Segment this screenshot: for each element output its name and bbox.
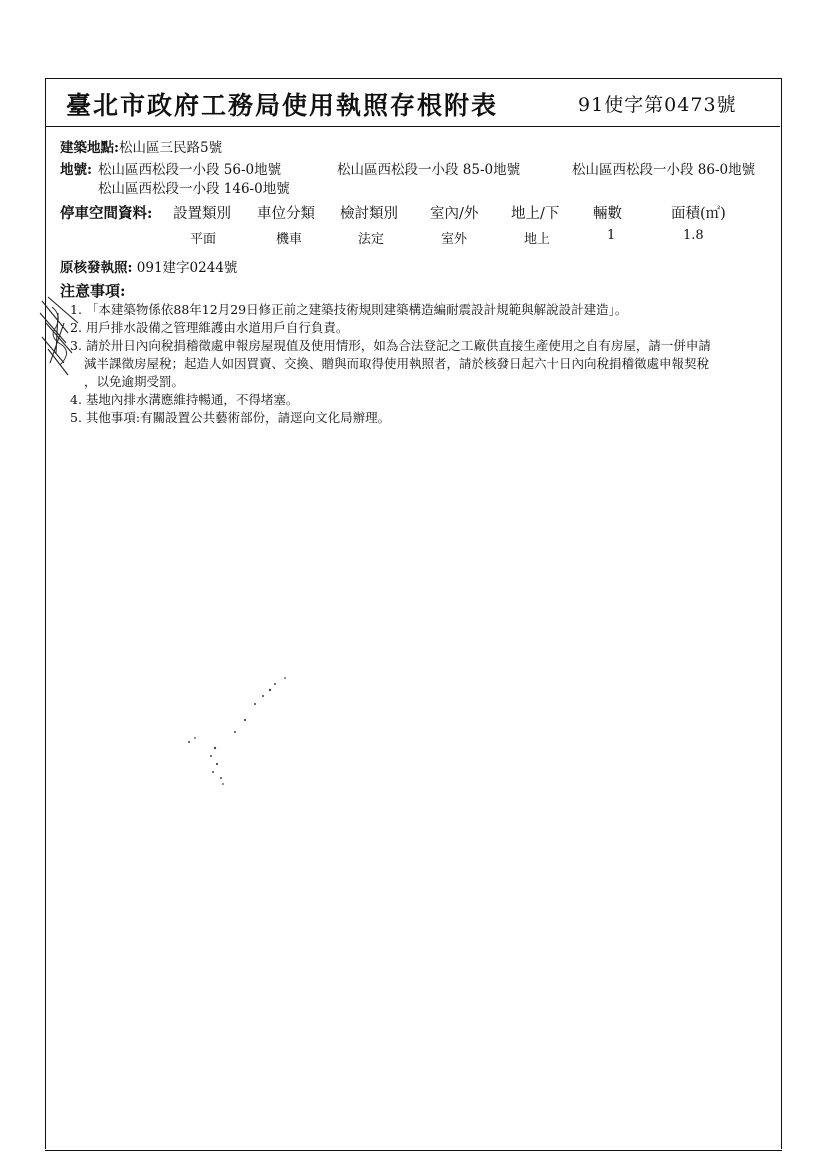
parking-column-header: 輛數: [593, 206, 622, 222]
note-item: 1. 「本建築物係依88年12月29日修正前之建築技術規則建築構造編耐震設計規範與解說設計建造」。: [70, 302, 628, 317]
parking-column-header: 車位分類: [257, 206, 315, 222]
scan-speckle: [175, 660, 315, 800]
notes-title: 注意事項:: [60, 282, 126, 300]
parking-cell: 室外: [441, 232, 468, 247]
original-license-value: 091建字0244號: [136, 260, 238, 276]
parking-column-header: 面積(㎡): [671, 206, 726, 222]
lot-item: 松山區西松段一小段 86-0地號: [572, 162, 756, 178]
parking-header-row: [0, 202, 840, 222]
parking-cell: 地上: [524, 232, 551, 247]
lot-item: 松山區西松段一小段 85-0地號: [337, 162, 521, 178]
parking-label: 停車空間資料:: [60, 205, 153, 222]
note-item: 5. 其他事項:有關設置公共藝術部份，請逕向文化局辦理。: [70, 410, 391, 425]
parking-column-header: 檢討類別: [340, 206, 398, 222]
parking-column-header: 設置類別: [173, 206, 231, 222]
lot-item: 松山區西松段一小段 56-0地號: [98, 162, 282, 178]
parking-cell: 1: [607, 228, 616, 243]
lot-label: 地號:: [60, 162, 92, 178]
note-item: 4. 基地內排水溝應維持暢通，不得堵塞。: [70, 392, 299, 407]
note-item: 2. 用戶排水設備之管理維護由水道用戶自行負責。: [70, 320, 349, 335]
note-item: ，以免逾期受罰。: [84, 374, 185, 389]
address-label: 建築地點:: [60, 140, 119, 156]
note-item: 3. 請於卅日內向稅捐稽徵處申報房屋現值及使用情形，如為合法登記之工廠供直接生產使用之自有房屋，請一併申請: [70, 338, 711, 353]
header-divider: [45, 126, 780, 127]
lot-row-1: [60, 158, 92, 178]
original-license-label: 原核發執照:: [60, 260, 133, 276]
scan-scribble-mark: [38, 293, 98, 388]
form-title: 臺北市政府工務局使用執照存根附表: [66, 91, 499, 120]
lot-item: 松山區西松段一小段 146-0地號: [98, 181, 290, 197]
parking-column-header: 室內/外: [430, 206, 479, 222]
original-license-row: [60, 256, 237, 276]
parking-cell: 平面: [190, 232, 217, 247]
note-item: 減半課徵房屋稅；起造人如因買賣、交換、贈與而取得使用執照者，請於核發日起六十日內向稅捐稽徵處申報契稅: [84, 356, 710, 371]
address-value: 松山區三民路5號: [118, 140, 223, 156]
parking-cell: 機車: [276, 232, 303, 247]
address-row: [60, 136, 222, 156]
license-number: 91使字第0473號: [578, 94, 737, 116]
parking-column-header: 地上/下: [511, 206, 560, 222]
parking-cell: 法定: [358, 232, 385, 247]
parking-value-row: [0, 228, 840, 246]
parking-cell: 1.8: [683, 228, 704, 243]
bottom-rule: [45, 1150, 782, 1151]
